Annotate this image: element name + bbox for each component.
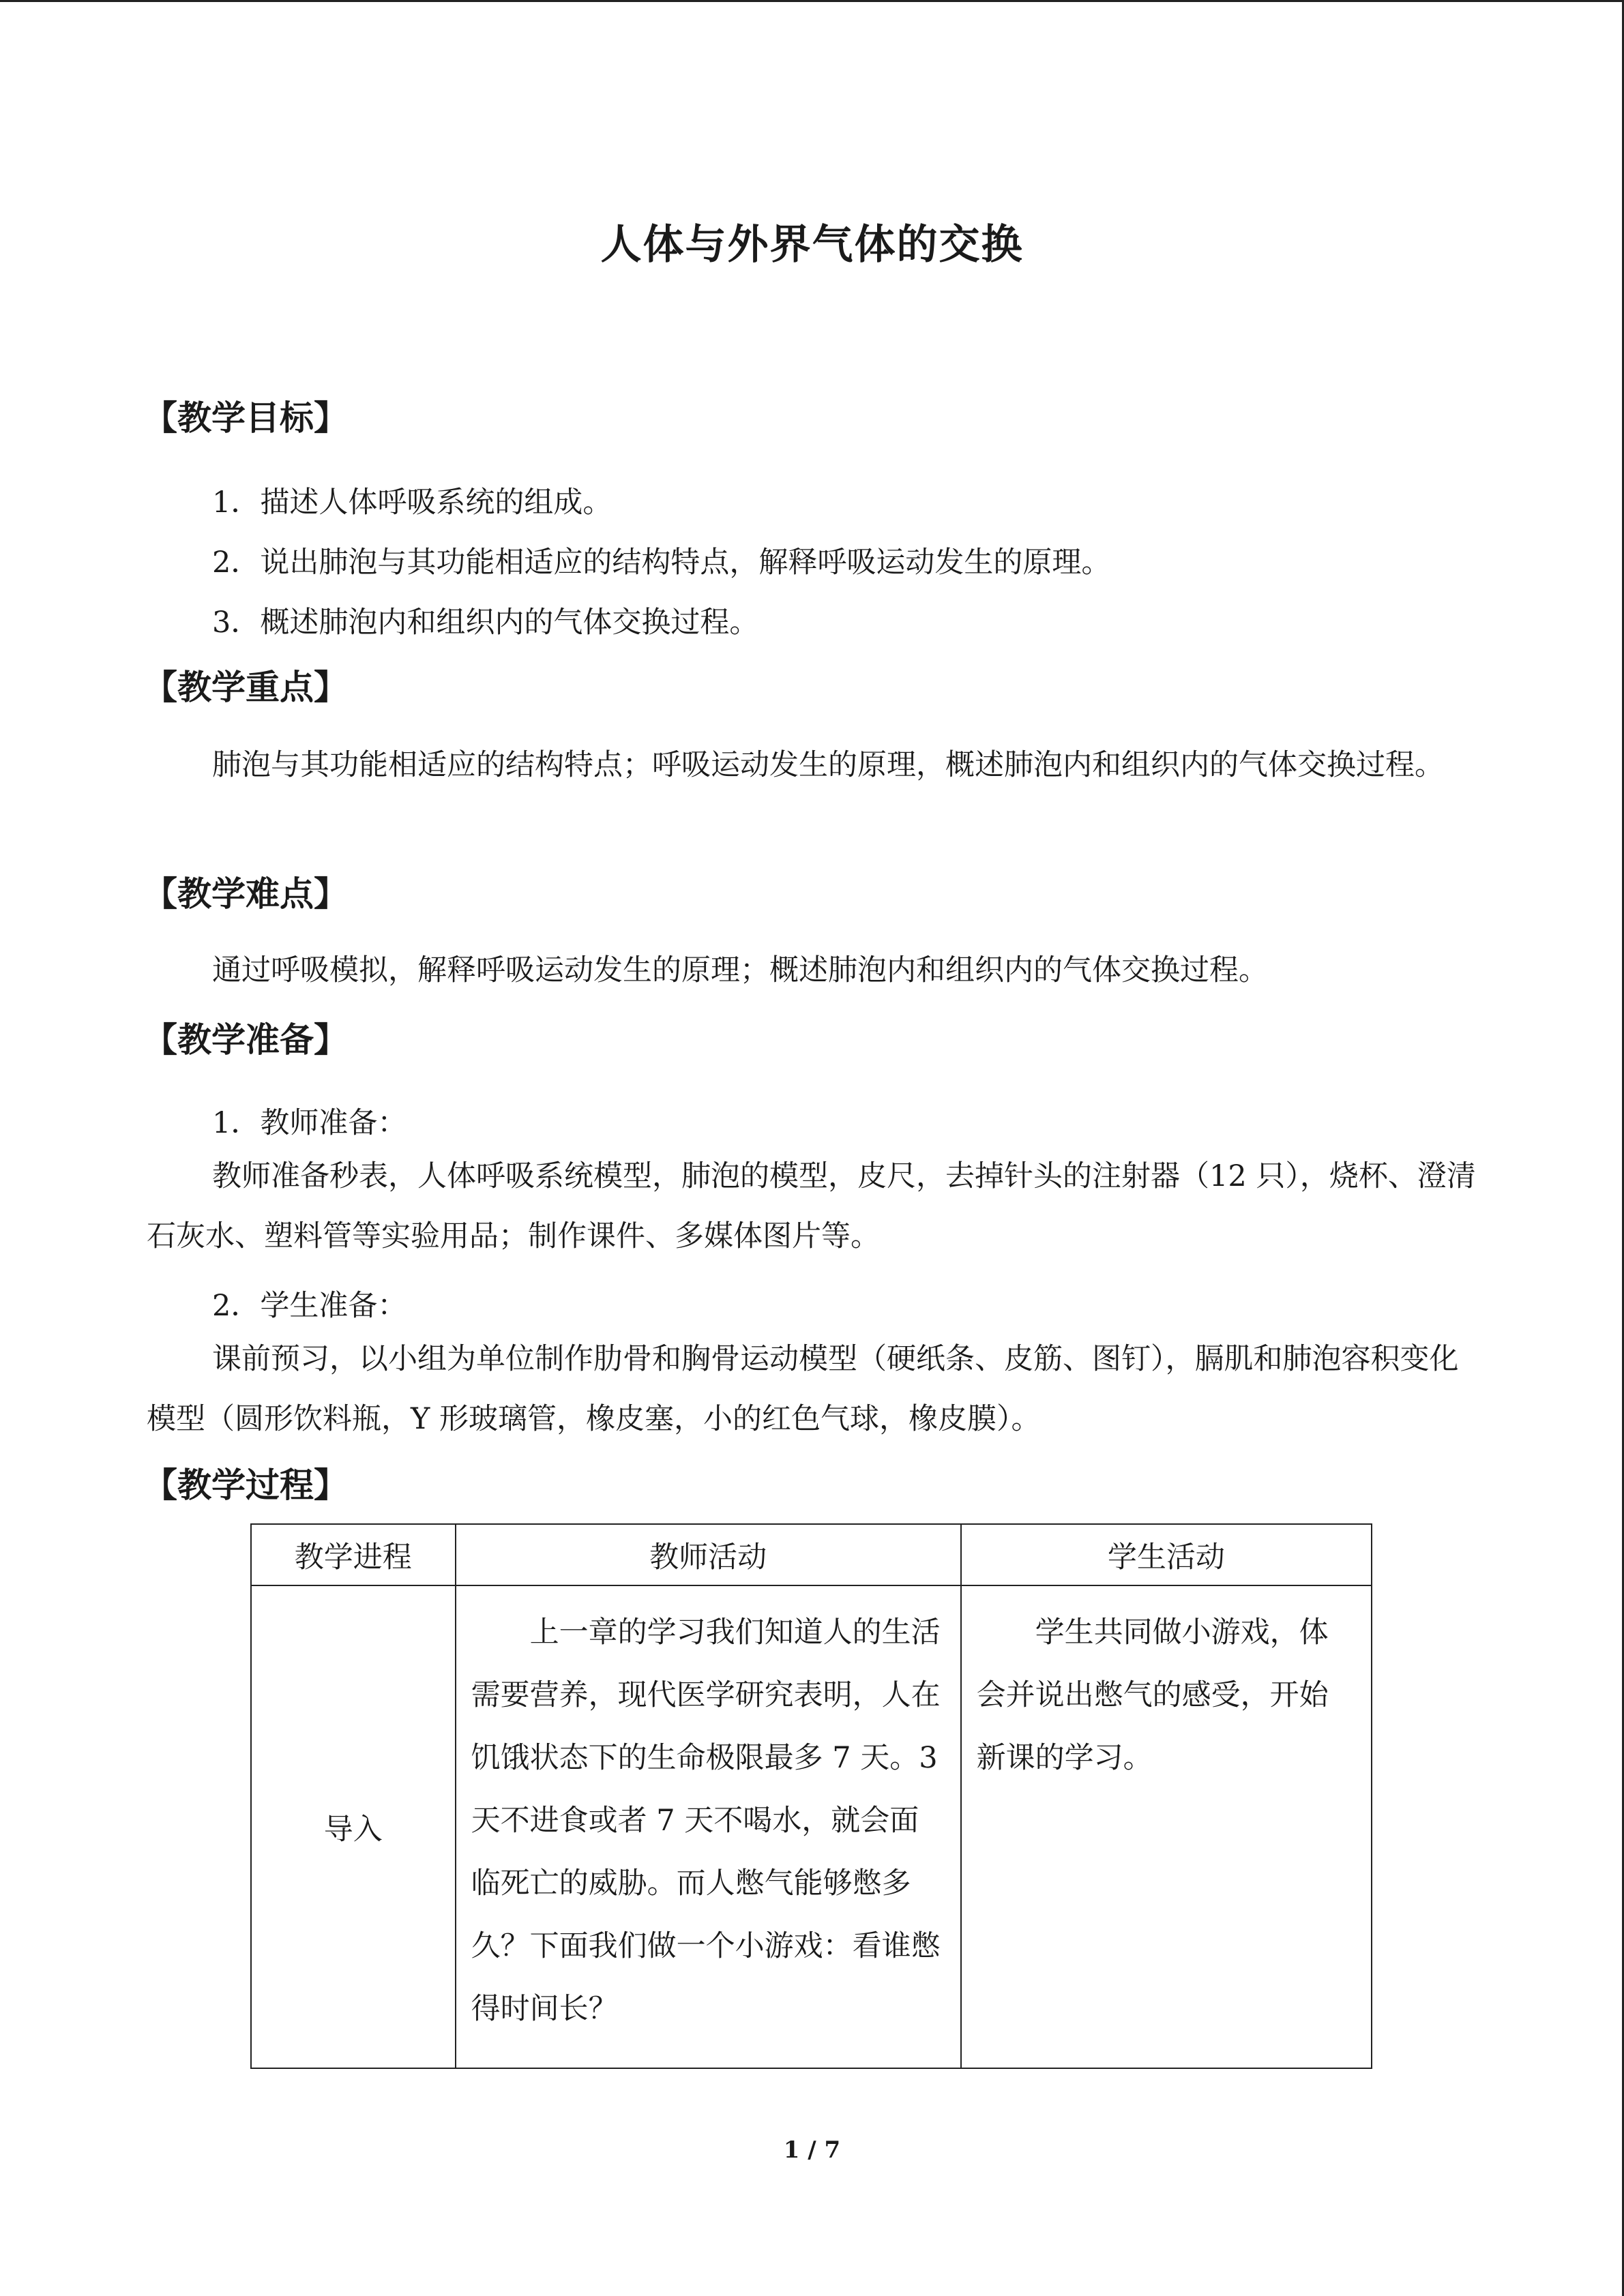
stage-cell: 导入 (251, 1585, 456, 2068)
page-indicator: 1 / 7 (783, 2136, 841, 2164)
header-teacher-activity: 教师活动 (456, 1524, 961, 1585)
objective-item-2: 2．说出肺泡与其功能相适应的结构特点，解释呼吸运动发生的原理。 (212, 546, 1111, 580)
objective-item-3: 3．概述肺泡内和组织内的气体交换过程。 (212, 606, 759, 640)
table-row (251, 1585, 1372, 2068)
header-student-activity: 学生活动 (961, 1524, 1372, 1585)
teacher-activity-cell: 上一章的学习我们知道人的生活需要营养，现代医学研究表明，人在饥饿状态下的生命极限最多 7 天。3 天不进食或者 7 天不喝水，就会面临死亡的威胁。而人憋气能够憋多久？下面我们做一个小游戏：看谁憋得时间长？ (456, 1585, 961, 2068)
process-heading: 【教学过程】 (143, 1465, 348, 1505)
teacher-prep-label: 1．教师准备： (212, 1106, 407, 1140)
key-points-text: 肺泡与其功能相适应的结构特点；呼吸运动发生的原理，概述肺泡内和组织内的气体交换过程。 (212, 748, 1444, 782)
preparation-heading: 【教学准备】 (143, 1019, 348, 1060)
teacher-prep-text: 教师准备秒表，人体呼吸系统模型，肺泡的模型，皮尺，去掉针头的注射器（12 只），烧杯、澄清石灰水、塑料管等实验用品；制作课件、多媒体图片等。 (147, 1159, 1476, 1253)
key-points-heading: 【教学重点】 (143, 667, 348, 707)
header-stage: 教学进程 (251, 1524, 456, 1585)
process-table (250, 1523, 1372, 2069)
student-activity-cell: 学生共同做小游戏，体会并说出憋气的感受，开始新课的学习。 (961, 1585, 1372, 2068)
student-prep-label: 2．学生准备： (212, 1289, 407, 1323)
difficulties-heading: 【教学难点】 (143, 874, 348, 914)
objective-item-1: 1．描述人体呼吸系统的组成。 (212, 486, 612, 520)
page-title: 人体与外界气体的交换 (600, 221, 1024, 269)
objectives-heading: 【教学目标】 (143, 398, 348, 438)
difficulties-text: 通过呼吸模拟，解释呼吸运动发生的原理；概述肺泡内和组织内的气体交换过程。 (212, 953, 1268, 987)
student-prep-text: 课前预习，以小组为单位制作肋骨和胸骨运动模型（硬纸条、皮筋、图钉），膈肌和肺泡容积变化模型（圆形饮料瓶，Y 形玻璃管，橡皮塞，小的红色气球，橡皮膜）。 (147, 1342, 1459, 1436)
table-header-row (251, 1524, 1372, 1585)
